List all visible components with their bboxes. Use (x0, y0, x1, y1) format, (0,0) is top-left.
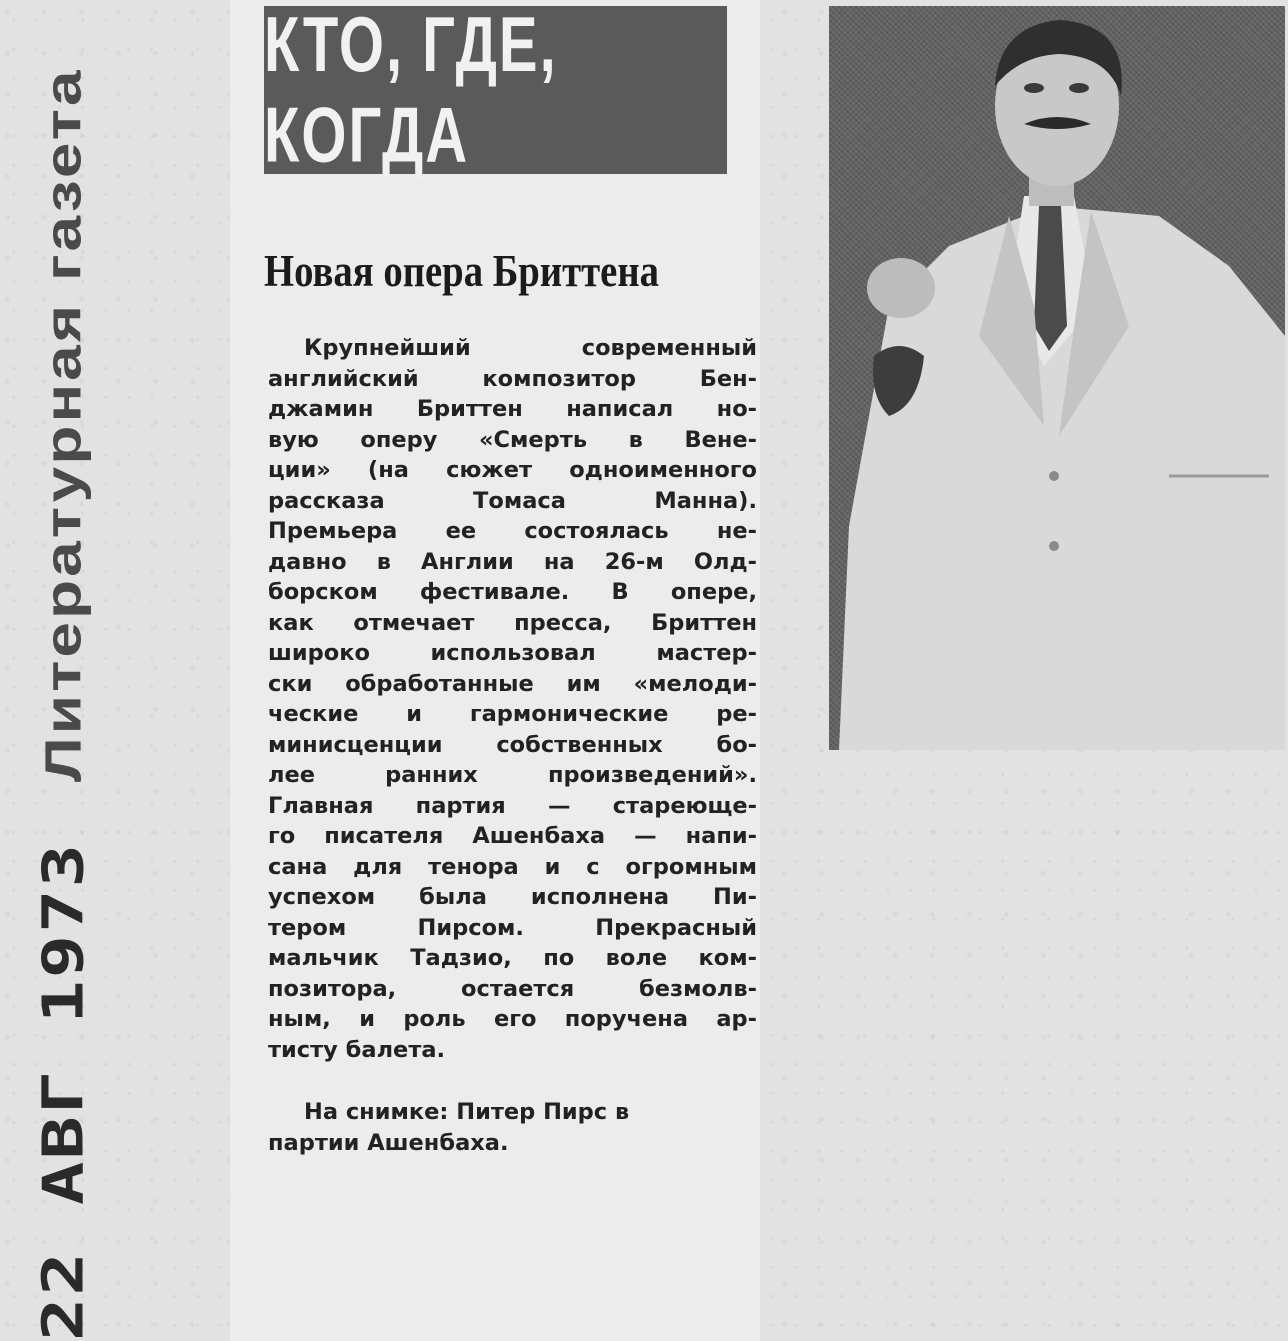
body-line: лее ранних произведений». (268, 762, 757, 788)
body-line: мальчик Тадзио, по воле ком- (268, 945, 757, 971)
body-line: минисценции собственных бо- (268, 731, 757, 758)
body-line: английский композитор Бен- (268, 365, 757, 392)
body-line: давно в Англии на 26-м Олд- (268, 548, 757, 575)
body-line: ции» (на сюжет одноименного (268, 457, 757, 483)
body-line: как отмечает пресса, Бриттен (268, 609, 757, 636)
singer-illustration (829, 6, 1285, 750)
body-line: ческие и гармонические ре- (268, 701, 757, 727)
article-headline: Новая опера Бриттена (264, 246, 659, 296)
rubric-banner (264, 0, 727, 180)
body-line: джамин Бриттен написал но- (268, 396, 757, 422)
date-stamp (8, 67, 118, 1341)
photo-caption (268, 1097, 757, 1159)
body-line: тером Пирсом. Прекрасный (268, 914, 757, 941)
article-body (268, 333, 757, 1065)
stamp-newspaper-name: Литературная газета (34, 67, 92, 783)
caption-line: партии Ашенбаха. (268, 1130, 509, 1156)
body-line: сана для тенора и с огромным (268, 853, 757, 880)
body-line: рассказа Томаса Манна). (268, 487, 757, 514)
body-line: успехом была исполнена Пи- (268, 884, 757, 910)
singer-photo (829, 6, 1285, 750)
body-line: тисту балета. (268, 1036, 446, 1063)
caption-line: На снимке: Питер Пирс в (304, 1099, 630, 1125)
body-line: позитора, остается безмолв- (268, 975, 757, 1002)
stamp-date: 22 АВГ 1973 (30, 842, 96, 1341)
body-line: Главная партия — стареюще- (268, 792, 757, 819)
body-line: Премьера ее состоялась не- (268, 518, 757, 544)
body-line: ным, и роль его поручена ар- (268, 1006, 757, 1032)
body-line: ски обработанные им «мелоди- (268, 670, 757, 697)
body-line: широко использовал мастер- (268, 640, 757, 666)
body-line: вую оперу «Смерть в Вене- (268, 426, 757, 453)
body-line: го писателя Ашенбаха — напи- (268, 823, 757, 849)
rubric-title: КТО, ГДЕ, КОГДА (264, 0, 558, 180)
body-line: борском фестивале. В опере, (268, 579, 757, 605)
body-line: Крупнейший современный (304, 335, 757, 361)
